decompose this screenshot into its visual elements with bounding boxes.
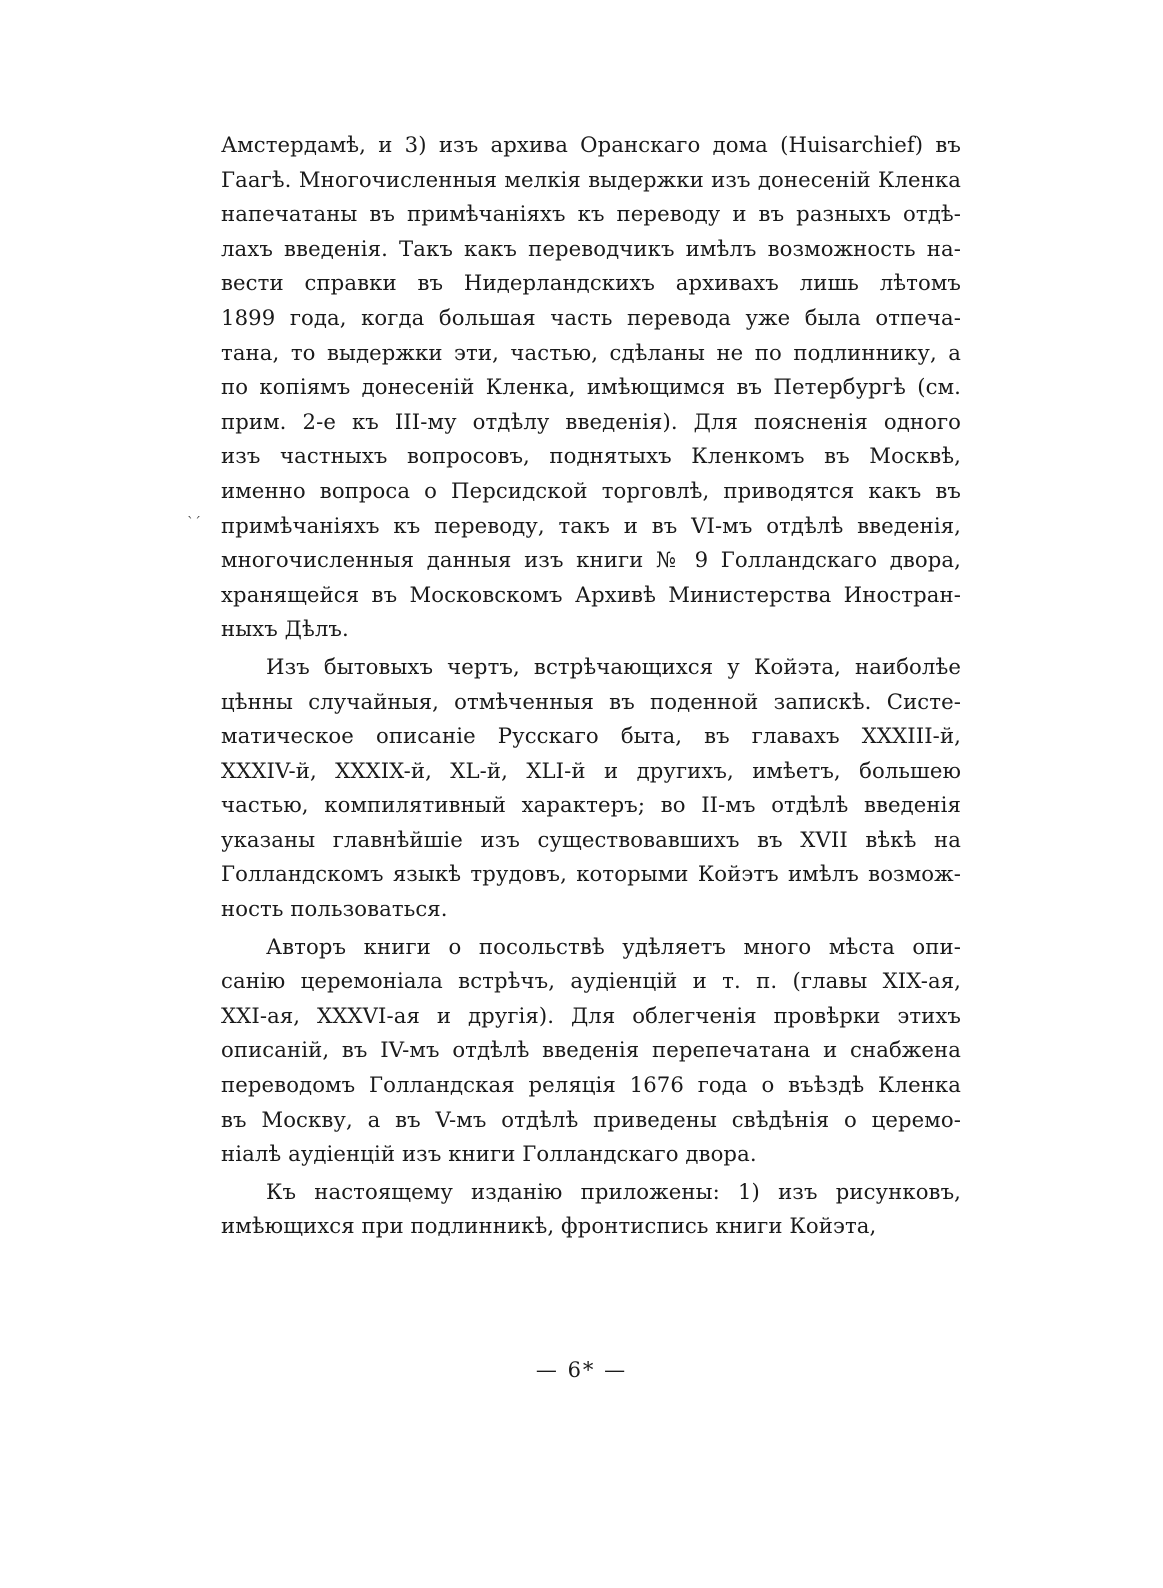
body-text — [221, 128, 961, 1244]
page-number: — 6* — — [535, 1358, 628, 1382]
text-line: хранящейся въ Московскомъ Архивѣ Министерства Иностран- — [221, 581, 961, 607]
text-line: Голландскомъ языкѣ трудовъ, которыми Койэтъ имѣлъ возмож- — [221, 861, 961, 887]
text-line: примѣчаніяхъ къ переводу, такъ и въ VI-мъ отдѣлѣ введенія, — [221, 512, 961, 538]
text-line: частью, компилятивный характеръ; во II-мъ отдѣлѣ введенія — [221, 792, 961, 818]
text-line: именно вопроса о Персидской торговлѣ, приводятся какъ въ — [221, 477, 961, 503]
paragraph — [221, 650, 961, 927]
text-line: переводомъ Голландская реляція 1676 года о въѣздѣ Кленка — [221, 1072, 961, 1098]
text-line: ніалѣ аудіенцій изъ книги Голландскаго двора. — [221, 1141, 757, 1167]
text-line: лахъ введенія. Такъ какъ переводчикъ имѣлъ возможность на- — [221, 235, 961, 261]
text-line: матическое описаніе Русскаго быта, въ главахъ XXXIII-й, — [221, 723, 961, 749]
margin-mark: ˋˊ — [187, 515, 201, 531]
text-line: многочисленныя данныя изъ книги № 9 Голландскаго двора, — [221, 547, 961, 573]
text-line: Къ настоящему изданію приложены: 1) изъ рисунковъ, — [266, 1178, 961, 1204]
paragraph — [221, 128, 961, 647]
text-line: XXXIV-й, XXXIX-й, XL-й, XLI-й и другихъ, имѣетъ, большею — [221, 757, 961, 783]
text-line: санію церемоніала встрѣчъ, аудіенцій и т. п. (главы XIX-ая, — [221, 968, 961, 994]
text-line: Гаагѣ. Многочисленныя мелкія выдержки изъ донесеній Кленка — [221, 166, 961, 192]
text-line: ность пользоваться. — [221, 896, 448, 922]
paragraph — [221, 1175, 961, 1244]
text-line: Амстердамѣ, и 3) изъ архива Оранскаго дома (Huisarchief) въ — [221, 132, 961, 157]
text-line: напечатаны въ примѣчаніяхъ къ переводу и въ разныхъ отдѣ- — [221, 201, 961, 227]
text-line: вести справки въ Нидерландскихъ архивахъ лишь лѣтомъ — [221, 270, 961, 296]
text-line: 1899 года, когда большая часть перевода уже была отпеча- — [221, 304, 961, 330]
text-line: по копіямъ донесеній Кленка, имѣющимся въ Петербургѣ (см. — [221, 374, 961, 400]
text-line: описаній, въ IV-мъ отдѣлѣ введенія перепечатана и снабжена — [221, 1037, 961, 1063]
text-line: Изъ бытовыхъ чертъ, встрѣчающихся у Койэта, наиболѣе — [266, 653, 961, 679]
text-line: въ Москву, а въ V-мъ отдѣлѣ приведены свѣдѣнія о церемо- — [221, 1106, 961, 1132]
text-line: ныхъ Дѣлъ. — [221, 616, 349, 642]
text-line: имѣющихся при подлинникѣ, фронтиспись книги Койэта, — [221, 1213, 877, 1239]
text-line: изъ частныхъ вопросовъ, поднятыхъ Кленкомъ въ Москвѣ, — [221, 443, 961, 469]
text-line: цѣнны случайныя, отмѣченныя въ поденной запискѣ. Систе- — [221, 688, 961, 714]
paragraph — [221, 930, 961, 1172]
text-line: прим. 2-е къ III-му отдѣлу введенія). Для поясненія одного — [221, 408, 961, 434]
text-line: тана, то выдержки эти, частью, сдѣланы не по подлиннику, а — [221, 339, 961, 365]
text-line: указаны главнѣйшіе изъ существовавшихъ въ XVII вѣкѣ на — [221, 826, 961, 852]
text-line: Авторъ книги о посольствѣ удѣляетъ много мѣста опи- — [266, 933, 961, 959]
text-line: XXI-ая, XXXVI-ая и другія). Для облегченія провѣрки этихъ — [221, 1002, 961, 1028]
